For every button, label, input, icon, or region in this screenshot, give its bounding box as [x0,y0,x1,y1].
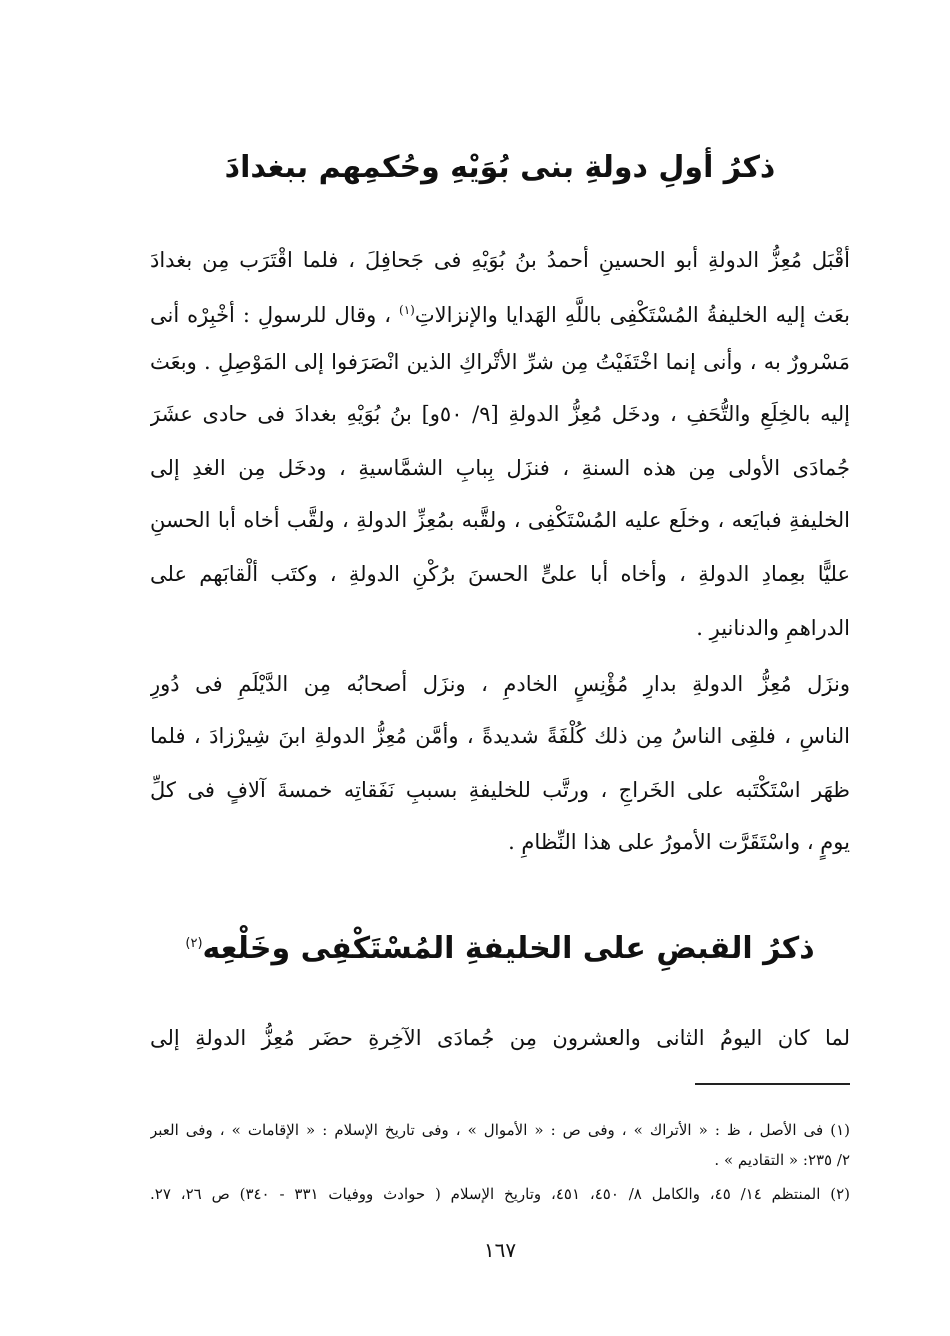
footnote-2: (٢) المنتظم ١٤/ ٤٥، والكامل ٨/ ٤٥٠، ٤٥١، وتاريخ الإسلام ( حوادث ووفيات ٣٣١ - ٣٤٠) ص ٢٦، ٢٧. [150,1185,850,1203]
paragraph-1-line-2 [150,290,850,330]
heading-text: ذكرُ القبضِ على الخليفةِ المُسْتَكْفِى وخَلْعِه [202,931,815,966]
paragraph-2-line-4: يومٍ ، واسْتَقَرَّت الأمورُ على هذا النِّظامِ . [508,830,850,854]
footnote-1-line-1: (١) فى الأصل ، ظ : « الأتراك » ، وفى ص : « الأموال » ، وفى تاريخ الإسلام : « الإقامات » ، وفى العبر [150,1121,850,1139]
footnote-separator [695,1083,850,1085]
paragraph-1-line-7: عليًّا بعِمادِ الدولةِ ، وأخاه أبا علىٍّ الحسنَ برُكْنِ الدولةِ ، وكتَب ألْقابَهم على [150,562,850,586]
footnote-marker: (٢) [185,936,203,951]
paragraph-3-line-1: لما كان اليومُ الثانى والعشرون مِن جُمادَى الآخِرةِ حضَر مُعِزُّ الدولةِ إلى [150,1026,850,1050]
paragraph-1-line-6: الخليفةِ فبايَعه ، وخلَع عليه المُسْتَكْفِى ، ولقَّبه بمُعِزِّ الدولةِ ، ولقَّب أخاه أبا الحسنِ [150,508,850,532]
paragraph-2-line-2: الناسِ ، فلقِى الناسُ مِن ذلك كُلْفَةً شديدةً ، وأمَّن مُعِزُّ الدولةِ ابنَ شِيرْزادَ ، فلما [150,724,850,748]
paragraph-1-line-3: مَسْرورٌ به ، وأنى إنما اخْتَفَيْتُ مِن شرِّ الأتْراكِ الذين انْصَرَفوا إلى المَوْصِلِ . وبعَث [150,350,850,374]
paragraph-2-line-1: ونزَل مُعِزُّ الدولةِ بدارِ مُؤْنِسٍ الخادمِ ، ونزَل أصحابُه مِن الدَّيْلَمِ فى دُورِ [150,672,850,696]
line-text-tail: ، وقال للرسولِ : أخْبِرْه أنى [150,303,400,327]
paragraph-1-line-1: أقْبَل مُعِزُّ الدولةِ أبو الحسينِ أحمدُ بنُ بُوَيْهِ فى جَحافِلَ ، فلما اقْتَرَب مِن بغدادَ [150,248,850,272]
paragraph-2-line-3: ظهَر اسْتَكْتَبه على الخَراجِ ، ورتَّب للخليفةِ بسببِ نَفَقاتِه خمسةَ آلافٍ فى كلِّ [150,778,850,802]
paragraph-1-line-4: إليه بالخِلَعِ والتُّحَفِ ، ودخَل مُعِزُّ الدولةِ [٩/ ٥٠و] بنُ بُوَيْهِ بغدادَ فى حادى عشَرَ [150,402,850,426]
line-text: بعَث إليه الخليفةُ المُسْتَكْفِى باللَّهِ الهَدايا والإنزالاتِ [414,303,850,327]
page-number: ١٦٧ [483,1238,517,1262]
book-page [150,0,850,1336]
footnote-1-line-2: ٢/ ٢٣٥: « التقاديم » . [714,1151,850,1169]
chapter-heading-buyid-dynasty [150,146,850,190]
heading-text: ذكرُ أولِ دولةِ بنى بُوَيْهِ وحُكمِهم ببغدادَ [224,150,776,185]
footnote-marker: (١) [399,303,415,317]
paragraph-1-line-8: الدراهمِ والدنانيرِ . [696,616,850,640]
paragraph-1-line-5: جُمادَى الأولى مِن هذه السنةِ ، فنزَل بِبابِ الشمَّاسيةِ ، ودخَل مِن الغدِ إلى [150,456,850,480]
chapter-heading-caliph-deposition [150,922,850,971]
